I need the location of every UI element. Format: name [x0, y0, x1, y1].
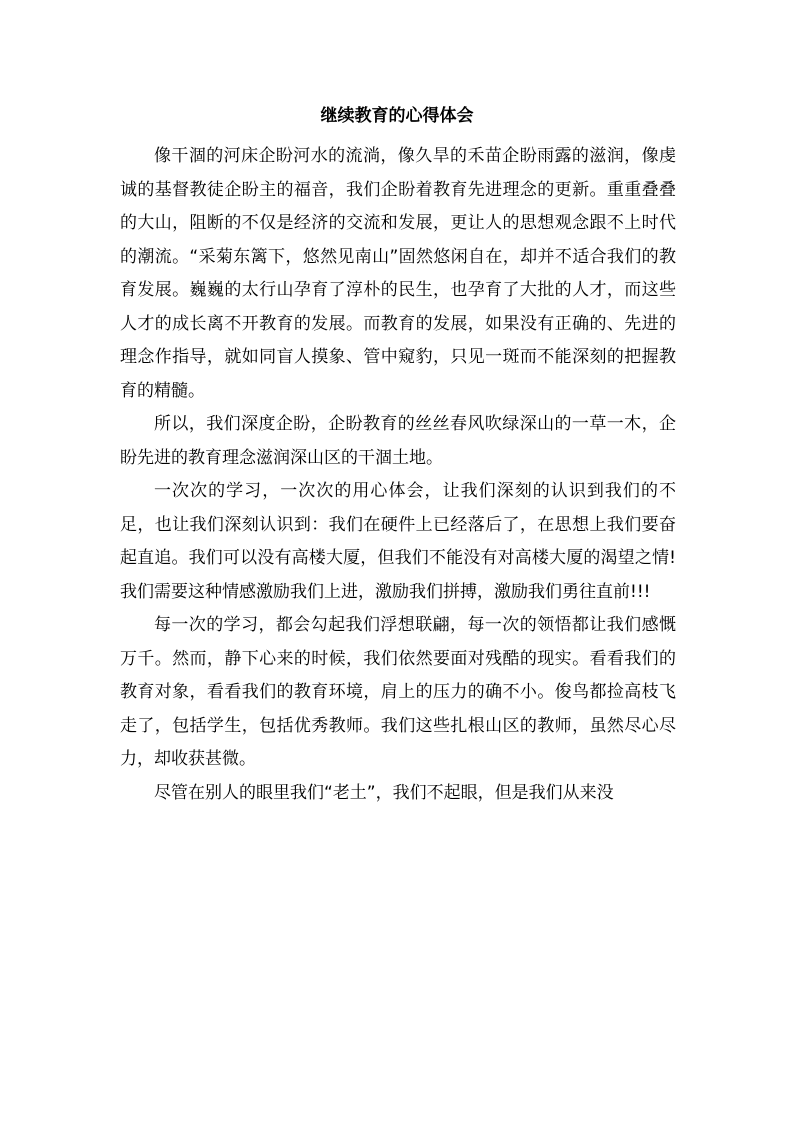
- paragraph: 像干涸的河床企盼河水的流淌，像久旱的禾苗企盼雨露的滋润，像虔诚的基督教徒企盼主的福音，我们企盼着教育先进理念的更新。重重叠叠的大山，阻断的不仅是经济的交流和发展，更让人的思想观念跟不上时代的潮流。“采菊东篱下，悠然见南山”固然悠闲自在，却并不适合我们的教育发展。巍巍的太行山孕育了淳朴的民生，也孕育了大批的人才，而这些人才的成长离不开教育的发展。而教育的发展，如果没有正确的、先进的理念作指导，就如同盲人摸象、管中窥豹，只见一斑而不能深刻的把握教育的精髓。: [120, 146, 676, 401]
- paragraph: 尽管在别人的眼里我们“老土”，我们不起眼，但是我们从来没: [154, 782, 614, 803]
- document-body: [120, 140, 676, 810]
- paragraph: 一次次的学习，一次次的用心体会，让我们深刻的认识到我们的不足，也让我们深刻认识到：我们在硬件上已经落后了，在思想上我们要奋起直追。我们可以没有高楼大厦，但我们不能没有对高楼大厦的渴望之情!我们需要这种情感激励我们上进，激励我们拼搏，激励我们勇往直前!!!: [120, 481, 676, 602]
- paragraph: 所以，我们深度企盼，企盼教育的丝丝春风吹绿深山的一草一木，企盼先进的教育理念滋润深山区的干涸土地。: [120, 414, 676, 468]
- paragraph: 每一次的学习，都会勾起我们浮想联翩，每一次的领悟都让我们感慨万千。然而，静下心来的时候，我们依然要面对残酷的现实。看看我们的教育对象，看看我们的教育环境，肩上的压力的确不小。俊鸟都捡高枝飞走了，包括学生，包括优秀教师。我们这些扎根山区的教师，虽然尽心尽力，却收获甚微。: [120, 615, 676, 769]
- document-title: 继续教育的心得体会: [320, 106, 474, 126]
